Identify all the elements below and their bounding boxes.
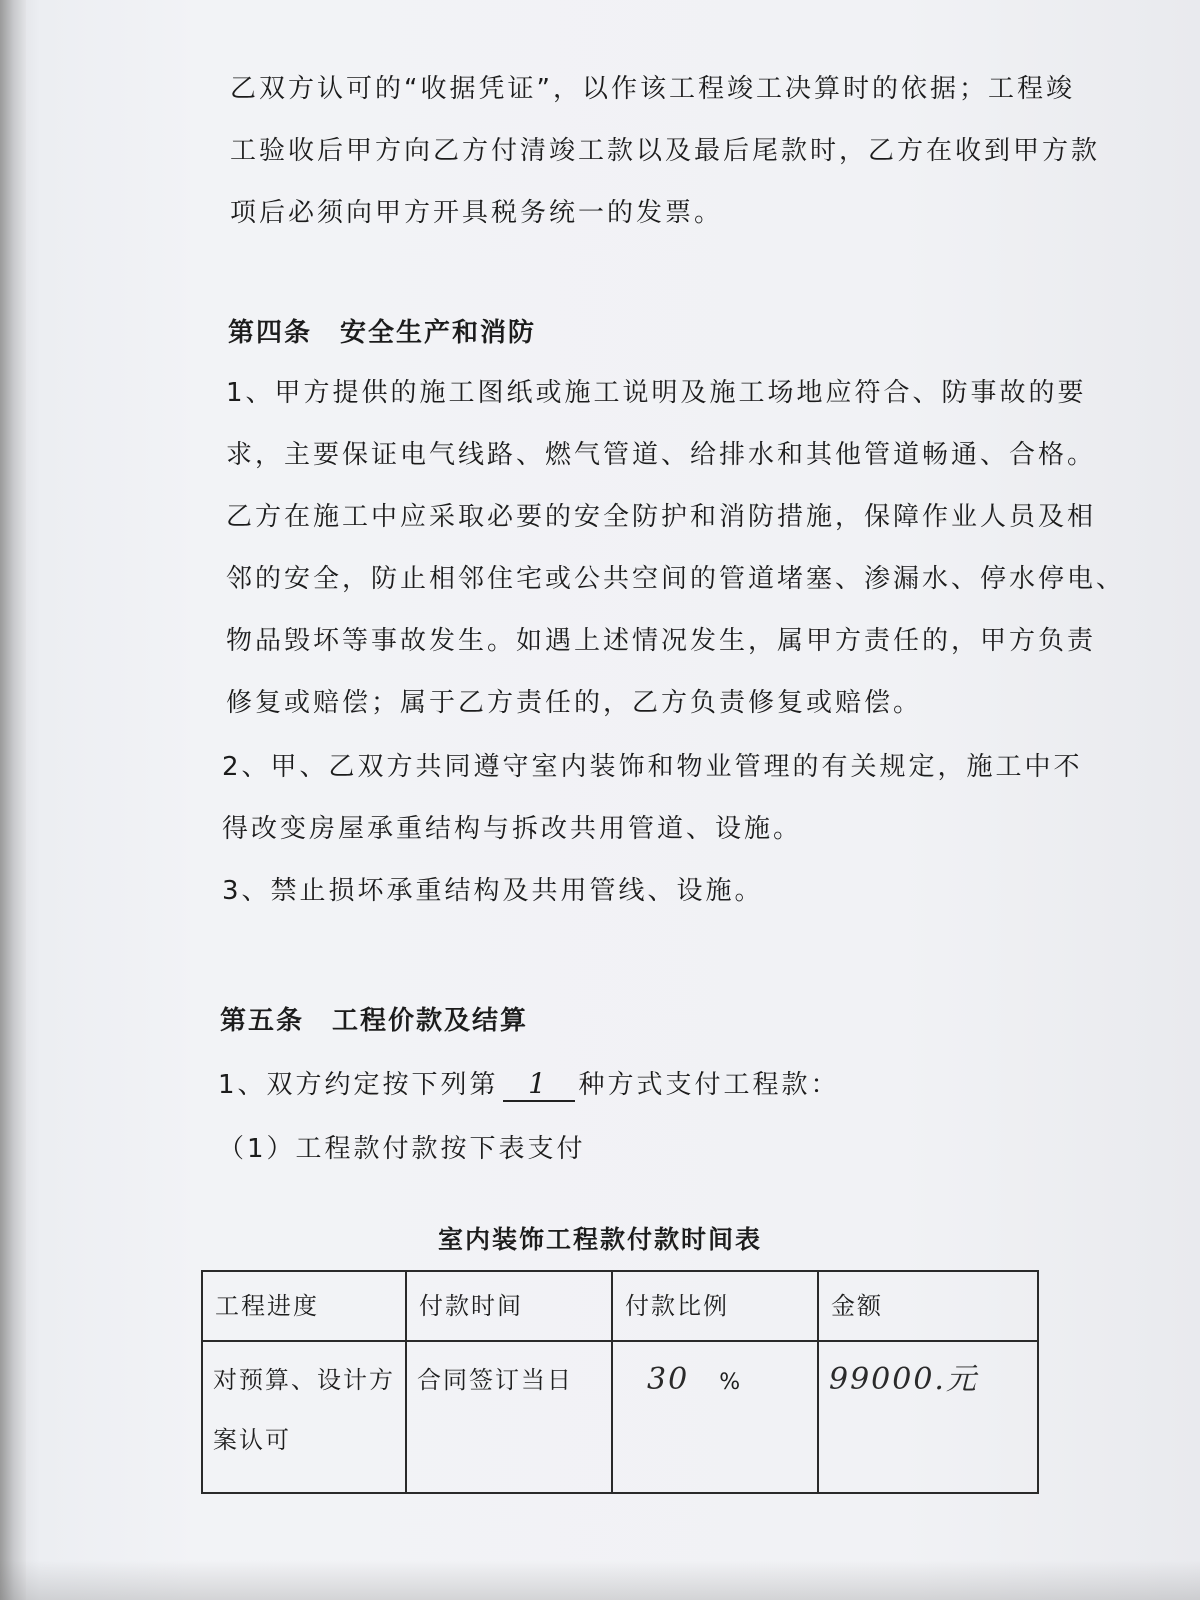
payment-table-title: 室内装饰工程款付款时间表 xyxy=(437,1225,762,1254)
table-header-row xyxy=(202,1271,1038,1341)
article-5-clause-1 xyxy=(218,1064,840,1102)
article-4-heading xyxy=(228,312,536,349)
article-4-line: 邻的安全，防止相邻住宅或公共空间的管道堵塞、渗漏水、停水停电、 xyxy=(226,564,1126,594)
article-4-line: 修复或赔偿；属于乙方责任的，乙方负责修复或赔偿。 xyxy=(226,688,923,718)
payment-schedule-table xyxy=(201,1270,1039,1494)
clause-1-text-after: 种方式支付工程款： xyxy=(578,1070,840,1100)
cell-amount xyxy=(818,1341,1038,1493)
article-4-line: 1、甲方提供的施工图纸或施工说明及施工场地应符合、防事故的要 xyxy=(226,378,1087,408)
payment-method-blank xyxy=(503,1067,575,1102)
cell-payment-ratio xyxy=(612,1341,818,1493)
paragraph-line-1: 乙双方认可的“收据凭证”，以作该工程竣工决算时的依据；工程竣 xyxy=(230,74,1075,104)
page-binding-edge xyxy=(0,0,26,1600)
article-4-line: 2、甲、乙双方共同遵守室内装饰和物业管理的有关规定，施工中不 xyxy=(222,752,1083,782)
article-5-title: 工程价款及结算 xyxy=(332,1006,529,1036)
payment-method-handwritten: 1 xyxy=(528,1067,549,1100)
header-amount: 金额 xyxy=(818,1271,1038,1341)
article-4-line: 乙方在施工中应采取必要的安全防护和消防措施，保障作业人员及相 xyxy=(226,502,1097,532)
article-4-title: 安全生产和消防 xyxy=(340,318,537,348)
ratio-unit: % xyxy=(719,1370,743,1395)
clause-1-text-before: 1、双方约定按下列第 xyxy=(218,1070,499,1100)
paragraph-line-2: 工验收后甲方向乙方付清竣工款以及最后尾款时，乙方在收到甲方款 xyxy=(230,136,1101,166)
article-4-number: 第四条 xyxy=(228,318,313,348)
article-4-line: 得改变房屋承重结构与拆改共用管道、设施。 xyxy=(222,814,803,844)
ratio-handwritten-value: 30 xyxy=(647,1362,690,1397)
header-progress: 工程进度 xyxy=(202,1271,406,1341)
cell-payment-time: 合同签订当日 xyxy=(406,1341,612,1493)
table-row xyxy=(202,1341,1038,1493)
cell-progress: 对预算、设计方案认可 xyxy=(202,1341,406,1493)
article-5-sub-1: （1）工程款付款按下表支付 xyxy=(218,1134,586,1164)
article-5-number: 第五条 xyxy=(220,1006,305,1036)
header-payment-ratio: 付款比例 xyxy=(612,1271,818,1341)
amount-handwritten-value: 99000.元 xyxy=(829,1362,978,1397)
header-payment-time: 付款时间 xyxy=(406,1271,612,1341)
paragraph-line-3: 项后必须向甲方开具税务统一的发票。 xyxy=(230,198,724,228)
page-bottom-shadow xyxy=(0,1560,1200,1600)
article-5-heading xyxy=(220,1000,528,1037)
article-4-line: 求，主要保证电气线路、燃气管道、给排水和其他管道畅通、合格。 xyxy=(226,440,1097,470)
article-4-line: 物品毁坏等事故发生。如遇上述情况发生，属甲方责任的，甲方负责 xyxy=(226,626,1097,656)
article-4-line: 3、禁止损坏承重结构及共用管线、设施。 xyxy=(222,876,764,906)
